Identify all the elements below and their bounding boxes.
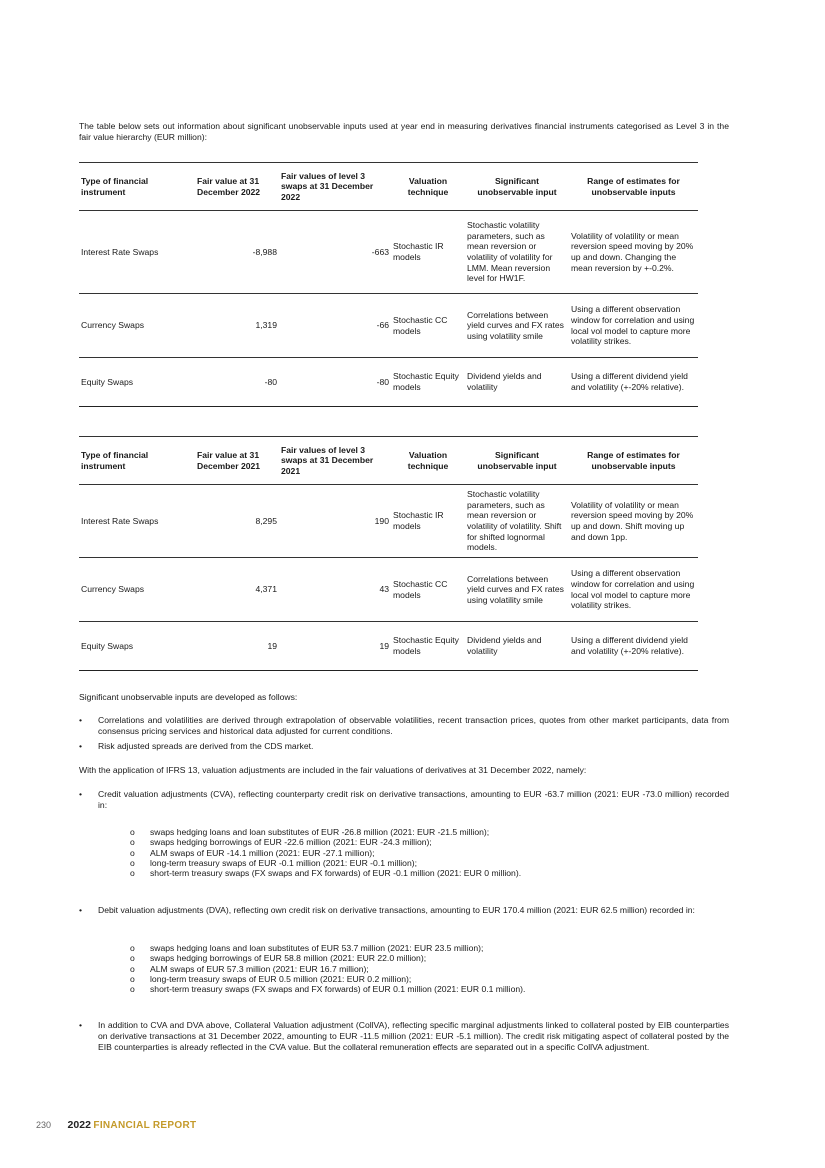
bullet-text: Risk adjusted spreads are derived from the CDS market. [98, 741, 314, 751]
list-item [130, 984, 690, 994]
header-technique: Valuation technique [407, 449, 449, 471]
cell-fair-value: -80 [264, 376, 277, 387]
cell-fair-value: 1,319 [255, 320, 277, 331]
bullet-cva [79, 789, 729, 811]
cell-type: Equity Swaps [81, 640, 134, 651]
table-row [79, 485, 698, 558]
sub-bullet-glyph: o [130, 984, 135, 995]
list-item [130, 868, 690, 878]
header-fair-value: Fair value at 31 December 2022 [197, 175, 261, 197]
dva-text: Debit valuation adjustments (DVA), reflecting own credit risk on derivative transactions, amounting to EUR 170.4 million (2021: EUR 62.5 million) recorded in: [98, 905, 695, 915]
list-item [130, 858, 690, 868]
cell-fair-value: 8,295 [255, 515, 277, 526]
cell-technique: Stochastic CC models [393, 578, 448, 600]
bullet-item [79, 741, 729, 752]
cell-input: Stochastic volatility parameters, such as mean reversion or volatility of volatility. Shift for shifted lognormal models. [467, 489, 562, 553]
sub-bullet-glyph: o [130, 857, 135, 868]
inputs-intro: Significant unobservable inputs are developed as follows: [79, 692, 298, 702]
list-item-text: ALM swaps of EUR -14.1 million (2021: EUR -27.1 million); [150, 847, 375, 858]
header-input: Significant unobservable input [477, 449, 557, 471]
table-row [79, 622, 698, 671]
intro-paragraph: The table below sets out information about significant unobservable inputs used at year end in measuring derivatives financial instruments categorised as Level 3 in the fair value hierarchy (EUR million): [79, 121, 729, 142]
cell-range: Volatility of volatility or mean reversion speed moving by 20% up and down. Shift moving up and down 1pp. [571, 499, 694, 542]
table-row [79, 211, 698, 294]
page-footer [36, 1119, 196, 1131]
report-label: FINANCIAL REPORT [93, 1120, 197, 1131]
cell-fair-value-level3: 43 [379, 584, 389, 595]
sub-bullet-glyph: o [130, 943, 135, 953]
collva-text: In addition to CVA and DVA above, Collateral Valuation adjustment (CollVA), reflecting specific marginal adjustments linked to collateral posted by EIB counterparties on derivative transactions at 31 December 2022, amounting to EUR -11.5 million (2021: EUR -5.1 million). The credit risk mitigating aspect of collateral posted by the EIB counterparties is already reflected in the CVA value. But the collateral remuneration effects are separated out in a specific CollVA adjustment. [98, 1020, 729, 1052]
cell-type: Interest Rate Swaps [81, 515, 159, 526]
cell-range: Using a different dividend yield and volatility (+-20% relative). [571, 371, 688, 392]
cell-fair-value: -8,988 [252, 246, 277, 257]
list-item-text: swaps hedging loans and loan substitutes of EUR -26.8 million (2021: EUR -21.5 million); [150, 827, 490, 837]
header-input: Significant unobservable input [477, 175, 557, 197]
bullet-text: Correlations and volatilities are derived through extrapolation of observable volatilities, recent transaction prices, quotes from other market participants, data from consensus pricing services and historical data adjusted for current conditions. [98, 715, 729, 736]
bullet-glyph: • [79, 1020, 83, 1030]
sub-bullet-glyph: o [130, 963, 135, 974]
cell-technique: Stochastic IR models [393, 241, 444, 262]
list-item-text: ALM swaps of EUR 57.3 million (2021: EUR 16.7 million); [150, 963, 369, 974]
cell-range: Using a different observation window for correlation and using local vol model to capture more volatility strikes. [571, 304, 695, 347]
bullet-glyph: • [79, 905, 83, 915]
cell-technique: Stochastic Equity models [393, 371, 459, 392]
ifrs-intro: With the application of IFRS 13, valuation adjustments are included in the fair valuations of derivatives at 31 December 2022, namely: [79, 765, 587, 775]
table-row [79, 558, 698, 622]
cell-input: Correlations between yield curves and FX rates using volatility smile [467, 573, 564, 605]
table-header-row [79, 163, 698, 211]
cell-fair-value-level3: -80 [376, 376, 389, 387]
header-fair-value-level3: Fair values of level 3 swaps at 31 December 2021 [281, 444, 374, 476]
sub-bullet-glyph: o [130, 827, 135, 837]
page-number: 230 [36, 1120, 52, 1130]
header-fair-value: Fair value at 31 December 2021 [197, 449, 261, 471]
header-type: Type of financial instrument [81, 449, 149, 471]
list-item [130, 964, 690, 974]
header-range: Range of estimates for unobservable inputs [587, 449, 680, 471]
dva-list [130, 943, 690, 994]
header-fair-value-level3: Fair values of level 3 swaps at 31 December 2022 [281, 170, 374, 202]
list-item [130, 943, 690, 953]
list-item-text: swaps hedging loans and loan substitutes of EUR 53.7 million (2021: EUR 23.5 million); [150, 943, 484, 953]
sub-bullet-glyph: o [130, 953, 135, 964]
cva-text: Credit valuation adjustments (CVA), reflecting counterparty credit risk on derivative transactions, amounting to EUR -63.7 million (2021: EUR -73.0 million) recorded in: [98, 789, 729, 810]
list-item-text: swaps hedging borrowings of EUR -22.6 million (2021: EUR -24.3 million); [150, 837, 432, 848]
bullet-item [79, 715, 729, 737]
cell-technique: Stochastic IR models [393, 510, 444, 531]
list-item [130, 953, 690, 963]
list-item [130, 827, 690, 837]
list-item-text: long-term treasury swaps of EUR -0.1 million (2021: EUR -0.1 million); [150, 857, 417, 868]
cell-technique: Stochastic Equity models [393, 635, 459, 656]
list-item [130, 837, 690, 847]
sub-bullet-glyph: o [130, 868, 135, 879]
cell-fair-value-level3: 190 [374, 515, 389, 526]
bullet-collva [79, 1020, 729, 1053]
header-technique: Valuation technique [407, 175, 449, 197]
sub-bullet-glyph: o [130, 973, 135, 984]
list-item-text: short-term treasury swaps (FX swaps and FX forwards) of EUR 0.1 million (2021: EUR 0.1 million). [150, 984, 526, 995]
sub-bullet-glyph: o [130, 847, 135, 858]
cell-type: Currency Swaps [81, 320, 145, 331]
cell-fair-value-level3: -66 [376, 320, 389, 331]
bullet-dva [79, 905, 729, 916]
list-item [130, 848, 690, 858]
table-row [79, 294, 698, 358]
bullet-glyph: • [79, 789, 83, 799]
cell-fair-value-level3: -663 [371, 246, 389, 257]
table-row [79, 358, 698, 407]
bullet-glyph: • [79, 715, 83, 725]
cell-type: Currency Swaps [81, 584, 145, 595]
cell-technique: Stochastic CC models [393, 314, 448, 336]
cell-input: Stochastic volatility parameters, such as mean reversion or volatility of volatility for LMM. Mean reversion level for HW1F. [467, 220, 553, 284]
cell-range: Using a different dividend yield and volatility (+-20% relative). [571, 635, 688, 656]
cell-input: Dividend yields and volatility [467, 635, 542, 656]
cell-type: Interest Rate Swaps [81, 246, 159, 257]
cell-fair-value: 19 [267, 640, 277, 651]
list-item-text: long-term treasury swaps of EUR 0.5 million (2021: EUR 0.2 million); [150, 973, 412, 984]
cell-range: Using a different observation window for correlation and using local vol model to capture more volatility strikes. [571, 568, 695, 611]
list-item [130, 974, 690, 984]
header-range: Range of estimates for unobservable inputs [587, 175, 680, 197]
cva-list [130, 827, 690, 878]
sub-bullet-glyph: o [130, 837, 135, 848]
cell-type: Equity Swaps [81, 376, 134, 387]
cell-range: Volatility of volatility or mean reversion speed moving by 20% up and down. Changing the mean reversion by +-0.2%. [571, 230, 694, 273]
table-header-row [79, 437, 698, 485]
cell-fair-value-level3: 19 [379, 640, 389, 651]
table-2021 [79, 436, 698, 671]
cell-fair-value: 4,371 [255, 584, 277, 595]
header-type: Type of financial instrument [81, 175, 149, 197]
report-year: 2022 [67, 1119, 91, 1131]
cell-input: Dividend yields and volatility [467, 371, 542, 392]
list-item-text: short-term treasury swaps (FX swaps and FX forwards) of EUR -0.1 million (2021: EUR 0 million). [150, 868, 522, 879]
cell-input: Correlations between yield curves and FX rates using volatility smile [467, 309, 564, 341]
list-item-text: swaps hedging borrowings of EUR 58.8 million (2021: EUR 22.0 million); [150, 953, 427, 964]
table-2022 [79, 162, 698, 407]
bullet-glyph: • [79, 741, 83, 751]
